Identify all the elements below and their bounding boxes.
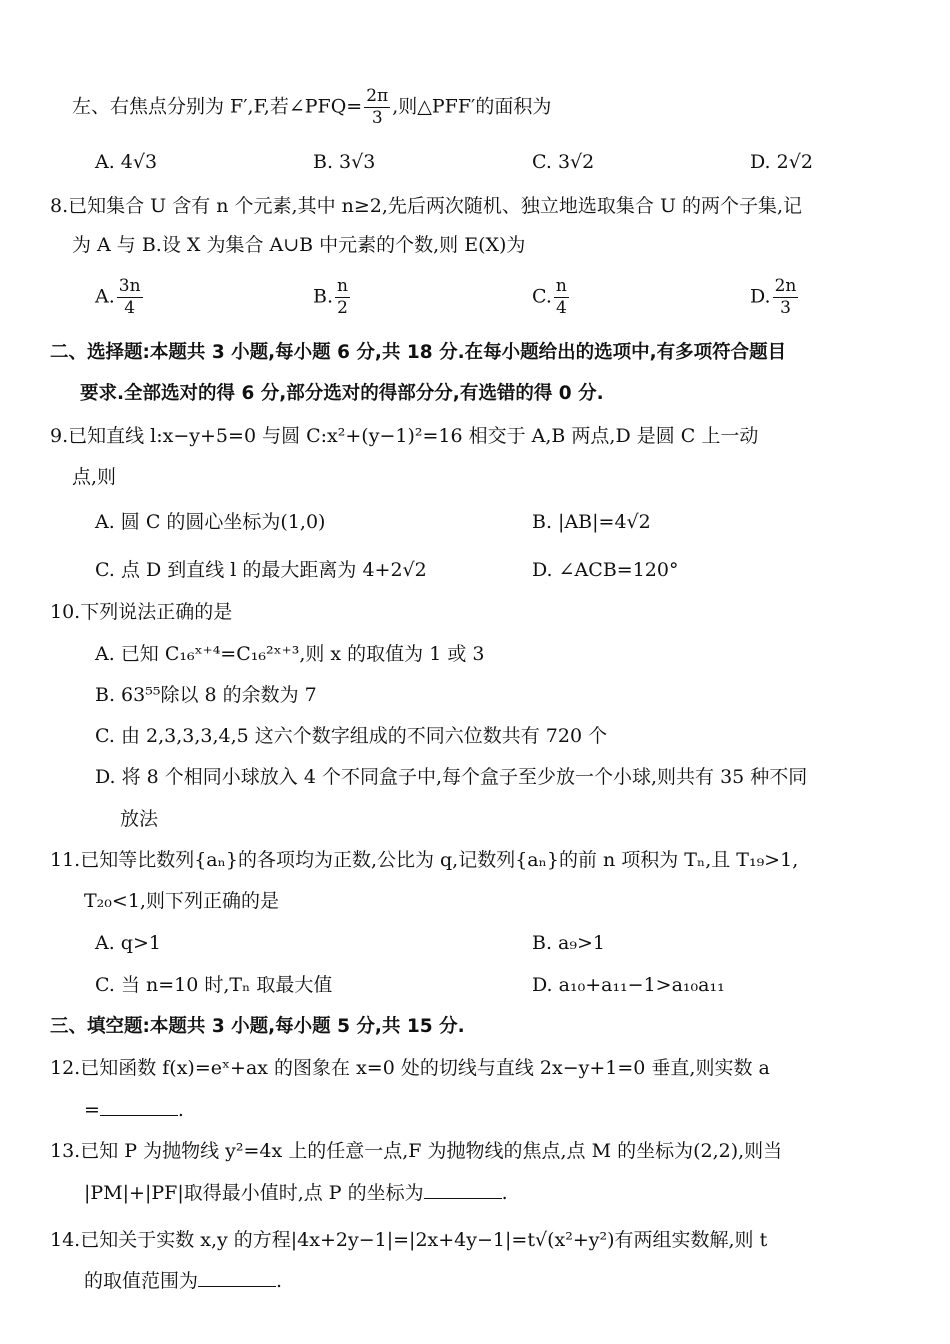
q9-stem-line1: 9.已知直线 l:x−y+5=0 与圆 C:x²+(y−1)²=16 相交于 A,B 两点,D 是圆 C 上一动 <box>50 425 759 447</box>
section2-heading-line1: 二、选择题:本题共 3 小题,每小题 6 分,共 18 分.在每小题给出的选项中,有多项符合题目 <box>50 342 787 363</box>
q11-option-c: C. 当 n=10 时,Tₙ 取最大值 <box>95 974 333 996</box>
q7-option-c: C. 3√2 <box>532 151 595 173</box>
q8-a-numerator: 3n <box>118 276 141 296</box>
q11-option-a: A. q>1 <box>95 932 161 954</box>
q8-option-d <box>750 278 800 317</box>
q8-option-b-label: B. <box>313 285 334 308</box>
q14-stem-line1: 14.已知关于实数 x,y 的方程|4x+2y−1|=|2x+4y−1|=t√(x²+y²)有两组实数解,则 t <box>50 1229 768 1251</box>
q8-option-a <box>95 278 145 317</box>
q13-line2-pre: |PM|+|PF|取得最小值时,点 P 的坐标为 <box>84 1182 424 1204</box>
section3-heading: 三、填空题:本题共 3 小题,每小题 5 分,共 15 分. <box>50 1016 465 1037</box>
q8-option-c-fraction <box>554 278 569 317</box>
q8-a-denominator: 4 <box>124 298 136 318</box>
q8-b-denominator: 2 <box>337 298 348 318</box>
q10-stem: 10.下列说法正确的是 <box>50 601 233 623</box>
q7-angle-fraction <box>364 88 390 127</box>
q8-option-b <box>313 278 352 317</box>
q7-option-b: B. 3√3 <box>313 151 376 173</box>
q11-option-b: B. a₉>1 <box>532 932 605 954</box>
q10-option-c: C. 由 2,3,3,3,4,5 这六个数字组成的不同六位数共有 720 个 <box>95 725 608 747</box>
q8-option-c <box>532 278 571 317</box>
q8-option-a-fraction <box>117 278 143 317</box>
q7-stem-continued <box>72 88 950 127</box>
q10-option-b: B. 63⁵⁵除以 8 的余数为 7 <box>95 684 317 706</box>
q12-stem-line2 <box>84 1097 950 1123</box>
q14-stem-line2 <box>84 1268 950 1294</box>
section2-heading-line2: 要求.全部选对的得 6 分,部分选对的得部分分,有选错的得 0 分. <box>80 383 604 404</box>
q13-answer-blank <box>424 1197 502 1199</box>
q9-option-c: C. 点 D 到直线 l 的最大距离为 4+2√2 <box>95 559 427 581</box>
q11-option-d: D. a₁₀+a₁₁−1>a₁₀a₁₁ <box>532 974 725 996</box>
q8-c-denominator: 4 <box>555 298 567 318</box>
q7-option-a: A. 4√3 <box>95 151 158 173</box>
q14-answer-blank <box>198 1285 276 1287</box>
q7-text-pre: 左、右焦点分别为 F′,F,若∠PFQ= <box>72 95 363 118</box>
q9-option-a: A. 圆 C 的圆心坐标为(1,0) <box>95 511 326 533</box>
q8-stem-line1: 8.已知集合 U 含有 n 个元素,其中 n≥2,先后两次随机、独立地选取集合 U 的两个子集,记 <box>50 195 803 217</box>
q13-stem-line1: 13.已知 P 为抛物线 y²=4x 上的任意一点,F 为抛物线的焦点,点 M 的坐标为(2,2),则当 <box>50 1140 783 1162</box>
q9-option-d: D. ∠ACB=120° <box>532 559 679 581</box>
q9-option-b: B. |AB|=4√2 <box>532 511 651 533</box>
q8-option-a-label: A. <box>95 285 115 308</box>
q8-b-numerator: n <box>337 276 348 296</box>
q13-line2-post: . <box>501 1182 508 1204</box>
q8-option-d-label: D. <box>750 285 771 308</box>
q8-option-c-label: C. <box>532 285 552 308</box>
q14-line2-post: . <box>276 1270 283 1292</box>
q8-d-numerator: 2n <box>774 276 797 296</box>
q8-c-numerator: n <box>555 276 567 296</box>
q8-d-denominator: 3 <box>780 298 791 318</box>
q10-option-d-line1: D. 将 8 个相同小球放入 4 个不同盒子中,每个盒子至少放一个小球,则共有 35 种不同 <box>95 766 808 788</box>
q7-fraction-denominator: 3 <box>371 108 383 128</box>
q7-fraction-numerator: 2π <box>366 86 389 106</box>
q11-stem-line1: 11.已知等比数列{aₙ}的各项均为正数,公比为 q,记数列{aₙ}的前 n 项积为 Tₙ,且 T₁₉>1, <box>50 849 799 871</box>
q10-option-a: A. 已知 C₁₆ˣ⁺⁴=C₁₆²ˣ⁺³,则 x 的取值为 1 或 3 <box>95 643 485 665</box>
q8-option-d-fraction <box>773 278 799 317</box>
q12-stem-line1: 12.已知函数 f(x)=eˣ+ax 的图象在 x=0 处的切线与直线 2x−y+1=0 垂直,则实数 a <box>50 1057 770 1079</box>
q7-text-post: ,则△PFF′的面积为 <box>392 95 552 118</box>
q7-option-d: D. 2√2 <box>750 151 813 173</box>
q8-stem-line2: 为 A 与 B.设 X 为集合 A∪B 中元素的个数,则 E(X)为 <box>72 234 526 256</box>
q12-line2-post: . <box>177 1099 184 1121</box>
q12-answer-blank <box>100 1114 178 1116</box>
q14-line2-pre: 的取值范围为 <box>84 1270 199 1292</box>
q13-stem-line2 <box>84 1180 950 1206</box>
q9-stem-line2: 点,则 <box>72 466 117 488</box>
q8-option-b-fraction <box>335 278 350 317</box>
q10-option-d-line2: 放法 <box>120 808 159 830</box>
q11-stem-line2: T₂₀<1,则下列正确的是 <box>84 890 279 912</box>
q12-line2-pre: = <box>84 1099 100 1121</box>
